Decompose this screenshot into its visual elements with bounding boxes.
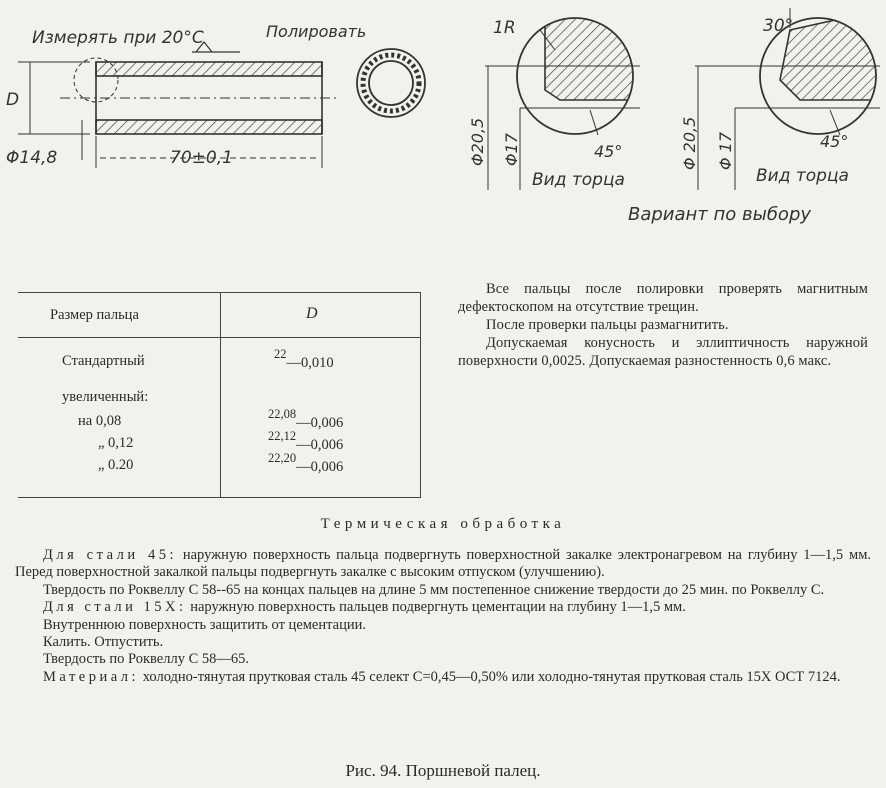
note-paragraph: Все пальцы после полировки проверять магнитным дефектоскопом на отсутствие трещин. bbox=[458, 281, 868, 315]
drawings-area bbox=[0, 0, 886, 250]
steel45-hardness: Твердость по Роквеллу С 58--65 на концах пальцев на длине 5 мм постепенное снижение твердости до 25 мин. по Роквеллу С. bbox=[43, 581, 825, 598]
angle-45-right: 45° bbox=[820, 132, 849, 151]
polish-note: Полировать bbox=[266, 22, 367, 41]
dia-17-right: Φ 17 bbox=[716, 131, 735, 170]
radius-label: 1R bbox=[493, 18, 516, 38]
end-view-right-label: Вид торца bbox=[756, 166, 849, 186]
dia-20-5-left: Φ20,5 bbox=[468, 117, 487, 166]
heat-treatment-heading: Термическая обработка bbox=[320, 516, 566, 532]
angle-30-label: 30° bbox=[763, 16, 794, 36]
dia-20-5-right: Φ 20,5 bbox=[680, 116, 699, 170]
dim-inner-dia-label: Φ14,8 bbox=[6, 148, 58, 168]
steel45-paragraph bbox=[15, 547, 871, 582]
quench-note: Калить. Отпустить. bbox=[43, 634, 164, 651]
table-row-value: 22,12—0,006 bbox=[268, 429, 344, 453]
note-paragraph: Допускаемая конусность и эллиптичность наружной поверхности 0,0025. Допускаемая разностенность 0,6 макс. bbox=[458, 335, 868, 369]
inner-surface-note: Внутреннюю поверхность защитить от цементации. bbox=[43, 616, 366, 633]
material-lead: Материал: bbox=[43, 668, 140, 685]
table-row-value: 22—0,010 bbox=[274, 347, 334, 371]
steel45-text: наружную поверхность пальца подвергнуть поверхностной закалке электронагревом на глубину 1—1,5 мм. Перед поверхностной закалкой пальцы подвергнуть закалке с высоким отпуском (улучшению). bbox=[15, 547, 871, 581]
table-row-label: на 0,08 bbox=[78, 413, 122, 429]
dia-17-left: Φ17 bbox=[502, 133, 521, 166]
dim-length-label: 70±0,1 bbox=[170, 148, 233, 168]
note-paragraph: После проверки пальцы размагнитить. bbox=[486, 317, 729, 333]
hardness-note: Твердость по Роквеллу С 58—65. bbox=[43, 651, 249, 668]
material-text: холодно-тянутая прутковая сталь 45 селект С=0,45—0,50% или холодно-тянутая прутковая сталь 15Х ОСТ 7124. bbox=[139, 668, 841, 685]
table-row-label: „ 0,12 bbox=[98, 435, 134, 451]
steel15-text: наружную поверхность пальцев подвергнуть цементации на глубину 1—1,5 мм. bbox=[186, 599, 686, 616]
table-row-label: Стандартный bbox=[62, 353, 145, 369]
table-header-size: Размер пальца bbox=[50, 307, 139, 323]
angle-45-left: 45° bbox=[594, 142, 623, 161]
pin-size-table bbox=[18, 292, 421, 498]
pin-end-view bbox=[357, 49, 425, 117]
end-view-left-label: Вид торца bbox=[532, 170, 625, 190]
variant-label: Вариант по выбору bbox=[628, 204, 812, 225]
table-divider bbox=[220, 293, 221, 497]
measure-note: Измерять при 20°C bbox=[32, 28, 204, 48]
dim-D-label: D bbox=[6, 90, 20, 110]
inspection-notes bbox=[458, 280, 868, 370]
material-paragraph bbox=[15, 669, 871, 686]
figure-caption: Рис. 94. Поршневой палец. bbox=[345, 761, 541, 780]
steel15-paragraph bbox=[15, 599, 871, 616]
table-header-rule bbox=[18, 337, 420, 338]
steel45-lead: Для стали 45: bbox=[43, 547, 178, 563]
table-row-value: 22,20—0,006 bbox=[268, 451, 344, 475]
steel15-lead: Для стали 15Х: bbox=[43, 599, 187, 616]
table-row-label: увеличенный: bbox=[62, 389, 149, 405]
heat-treatment-text bbox=[15, 547, 871, 686]
table-row-label: „ 0.20 bbox=[98, 457, 134, 473]
table-row-value: 22,08—0,006 bbox=[268, 407, 344, 431]
table-header-d: D bbox=[306, 305, 318, 322]
